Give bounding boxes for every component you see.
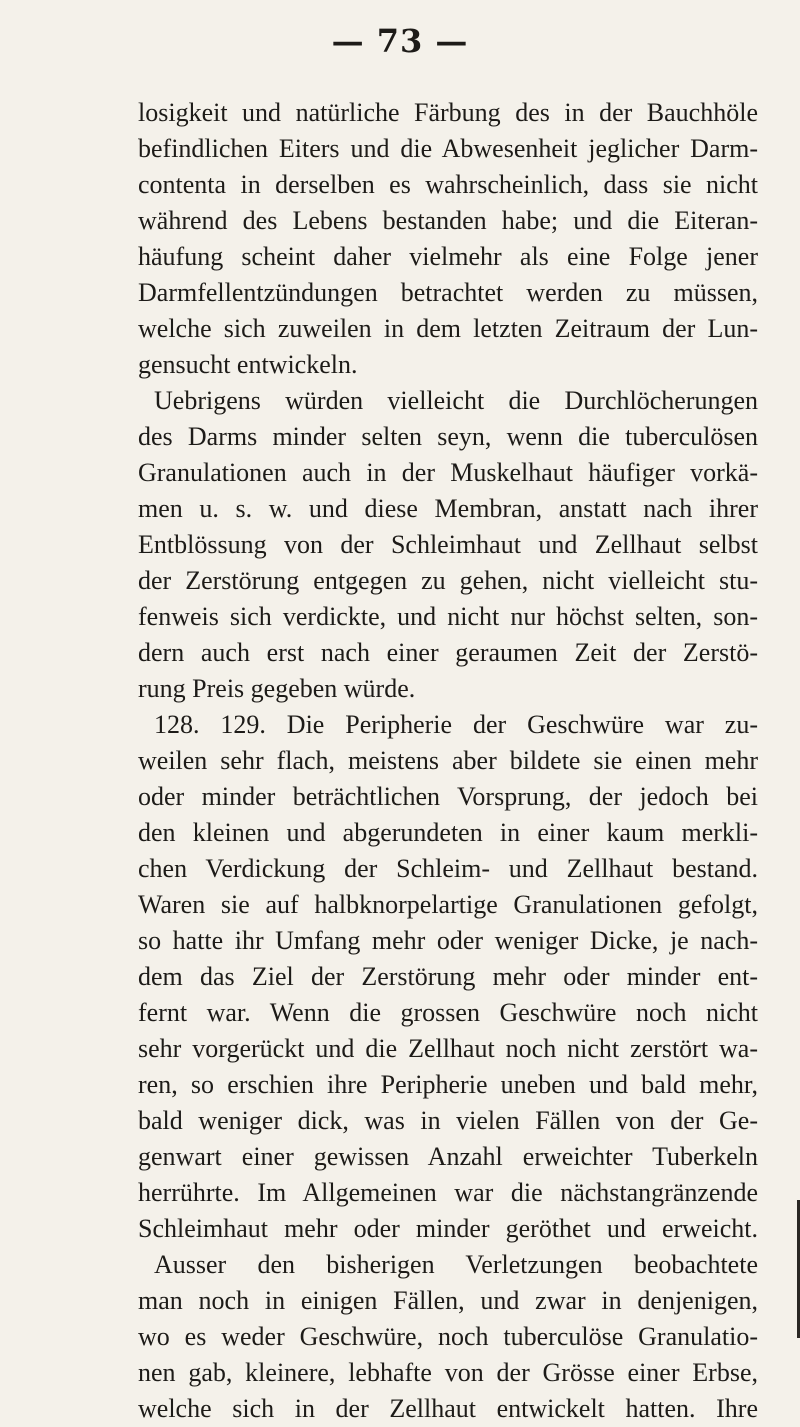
- text-line-34: man noch in einigen Fällen, und zwar in denjenigen,: [138, 1286, 758, 1315]
- text-line-21: den kleinen und abgerundeten in einer kaum merkli-: [138, 818, 758, 847]
- text-line-30: genwart einer gewissen Anzahl erweichter Tuberkeln: [138, 1142, 758, 1171]
- text-line-36: nen gab, kleinere, lebhafte von der Grösse einer Erbse,: [138, 1358, 758, 1387]
- text-line-13: Entblössung von der Schleimhaut und Zellhaut selbst: [138, 530, 758, 559]
- text-line-3: contenta in derselben es wahrscheinlich, dass sie nicht: [138, 170, 758, 199]
- body-text: [138, 95, 758, 1427]
- text-line-35: wo es weder Geschwüre, noch tuberculöse Granulatio-: [138, 1322, 758, 1351]
- text-line-27: sehr vorgerückt und die Zellhaut noch nicht zerstört wa-: [138, 1034, 758, 1063]
- text-line-17: rung Preis gegeben würde.: [138, 674, 416, 703]
- text-line-6: Darmfellentzündungen betrachtet werden zu müssen,: [138, 278, 758, 307]
- text-line-28: ren, so erschien ihre Peripherie uneben und bald mehr,: [138, 1070, 758, 1099]
- text-line-15: fenweis sich verdickte, und nicht nur höchst selten, son-: [138, 602, 758, 631]
- text-line-14: der Zerstörung entgegen zu gehen, nicht vielleicht stu-: [138, 566, 758, 595]
- text-line-9: Uebrigens würden vielleicht die Durchlöcherungen: [154, 386, 758, 415]
- text-line-22: chen Verdickung der Schleim- und Zellhaut bestand.: [138, 854, 758, 883]
- text-line-7: welche sich zuweilen in dem letzten Zeitraum der Lun-: [138, 314, 758, 343]
- text-line-25: dem das Ziel der Zerstörung mehr oder minder ent-: [138, 962, 758, 991]
- text-line-4: während des Lebens bestanden habe; und die Eiteran-: [138, 206, 758, 235]
- text-line-24: so hatte ihr Umfang mehr oder weniger Dicke, je nach-: [138, 926, 758, 955]
- text-line-20: oder minder beträchtlichen Vorsprung, der jedoch bei: [138, 782, 758, 811]
- text-line-29: bald weniger dick, was in vielen Fällen von der Ge-: [138, 1106, 758, 1135]
- text-line-5: häufung scheint daher vielmehr als eine Folge jener: [138, 242, 758, 271]
- text-line-33: Ausser den bisherigen Verletzungen beobachtete: [154, 1250, 758, 1279]
- text-line-26: fernt war. Wenn die grossen Geschwüre noch nicht: [138, 998, 758, 1027]
- text-line-12: men u. s. w. und diese Membran, anstatt nach ihrer: [138, 494, 758, 523]
- page-number: — 73 —: [331, 22, 469, 60]
- text-line-8: gensucht entwickeln.: [138, 350, 358, 379]
- text-line-16: dern auch erst nach einer geraumen Zeit der Zerstö-: [138, 638, 758, 667]
- text-line-2: befindlichen Eiters und die Abwesenheit jeglicher Darm-: [138, 134, 758, 163]
- text-line-10: des Darms minder selten seyn, wenn die tuberculösen: [138, 422, 758, 451]
- text-line-32: Schleimhaut mehr oder minder geröthet und erweicht.: [138, 1214, 758, 1243]
- text-line-18: 128. 129. Die Peripherie der Geschwüre war zu-: [154, 710, 758, 739]
- text-line-1: losigkeit und natürliche Färbung des in der Bauchhöle: [138, 98, 758, 127]
- text-line-31: herrührte. Im Allgemeinen war die nächstangränzende: [138, 1178, 758, 1207]
- text-line-23: Waren sie auf halbknorpelartige Granulationen gefolgt,: [138, 890, 758, 919]
- text-line-19: weilen sehr flach, meistens aber bildete sie einen mehr: [138, 746, 758, 775]
- text-line-37: welche sich in der Zellhaut entwickelt hatten. Ihre: [138, 1394, 758, 1423]
- text-line-11: Granulationen auch in der Muskelhaut häufiger vorkä-: [138, 458, 758, 487]
